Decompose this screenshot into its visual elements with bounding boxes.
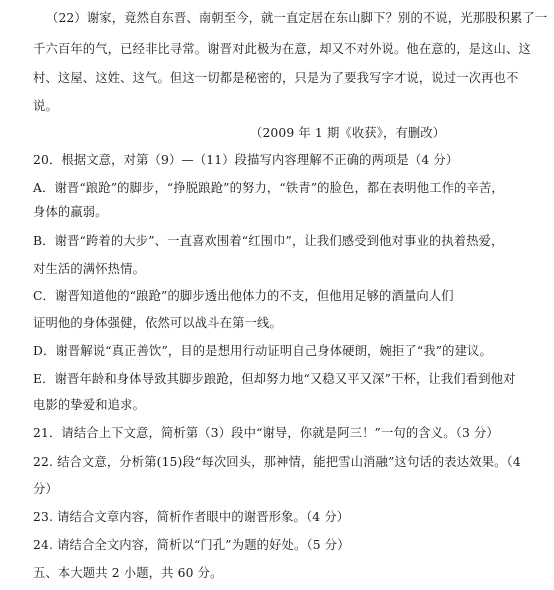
question-22-line-2: 分） bbox=[33, 482, 58, 496]
question-20-option-c-line-1: C．谢晋知道他的“踉跄”的脚步透出他体力的不支，但他用足够的酒量向人们 bbox=[33, 289, 454, 303]
question-20-option-d: D．谢晋解说“真正善饮”，目的是想用行动证明自己身体硬朗，婉拒了“我”的建议。 bbox=[33, 344, 492, 358]
question-20-option-a-line-2: 身体的羸弱。 bbox=[33, 205, 108, 219]
question-20-option-b-line-1: B．谢晋“跨着的大步”、一直喜欢围着“红围巾”，让我们感受到他对事业的执着热爱， bbox=[33, 234, 504, 248]
passage-source: （2009 年 1 期《收获》，有删改） bbox=[250, 126, 446, 140]
passage-line-2: 千六百年的气，已经非比寻常。谢晋对此极为在意，却又不对外说。他在意的，是这山、这 bbox=[33, 42, 531, 56]
question-21: 21．请结合上下文意，简析第（3）段中“谢导，你就是阿三！”一句的含义。（3 分） bbox=[33, 426, 499, 440]
question-20-option-a-line-1: A．谢晋“踉跄”的脚步，“挣脱踉跄”的努力，“铁青”的脸色，都在表明他工作的辛苦， bbox=[33, 181, 504, 195]
question-20-stem: 20．根据文意，对第（9）—（11）段描写内容理解不正确的两项是（4 分） bbox=[33, 153, 459, 167]
question-22-line-1: 22. 结合文意，分析第(15)段“每次回头，那神情，能把雪山消融”这句话的表达效果。（4 bbox=[33, 455, 521, 469]
passage-line-1: （22）谢家，竟然自东晋、南朝至今，就一直定居在东山脚下？别的不说，光那股积累了一 bbox=[46, 11, 548, 25]
question-20-option-b-line-2: 对生活的满怀热情。 bbox=[33, 262, 146, 276]
question-20-option-e-line-1: E．谢晋年龄和身体导致其脚步踉跄，但却努力地“又稳又平又深”干杯，让我们看到他对 bbox=[33, 372, 516, 386]
question-20-option-c-line-2: 证明他的身体强健，依然可以战斗在第一线。 bbox=[33, 316, 282, 330]
question-20-option-e-line-2: 电影的挚爱和追求。 bbox=[33, 398, 146, 412]
passage-line-4: 说。 bbox=[33, 99, 58, 113]
passage-line-3: 村、这屋、这姓、这气。但这一切都是秘密的，只是为了要我写字才说，说过一次再也不 bbox=[33, 71, 519, 85]
section-heading: 五、本大题共 2 小题，共 60 分。 bbox=[33, 566, 223, 580]
question-23: 23. 请结合文章内容，简析作者眼中的谢晋形象。（4 分） bbox=[33, 510, 350, 524]
question-24: 24. 请结合全文内容，简析以“门孔”为题的好处。（5 分） bbox=[33, 538, 350, 552]
